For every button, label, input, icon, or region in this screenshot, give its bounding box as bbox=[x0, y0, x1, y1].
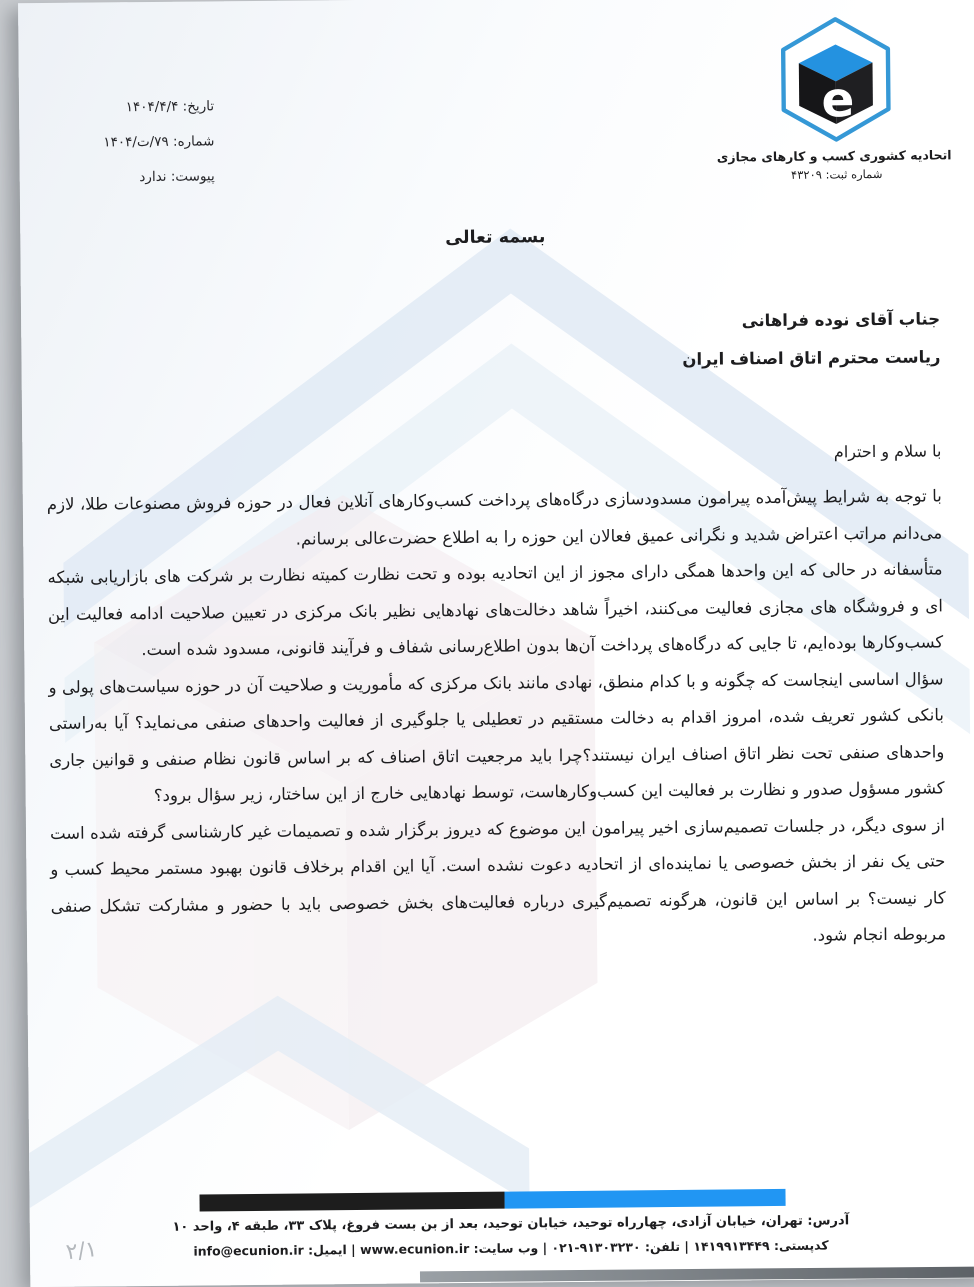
registration-number: شماره ثبت: ۴۳۲۰۹ bbox=[790, 166, 883, 182]
footer-color-bar bbox=[199, 1189, 785, 1212]
meta-attachment: پیوست: ندارد bbox=[139, 168, 215, 186]
logo-letter-e: e bbox=[821, 72, 855, 129]
recipient-block bbox=[682, 300, 941, 378]
body-paragraph: سؤال اساسی اینجاست که چگونه و با کدام منطق، نهادی مانند بانک مرکزی که مأموریت و صلاحیت آن در حوزه سیاست‌های پولی و بانکی کشور تعریف شده، امروز اقدام به دخالت مستقیم در تعطیلی یا جلوگیری از فعالیت واحدهای صنفی می‌نماید؟ آیا به‌راستی واحدهای صنفی تحت نظر اتاق اصناف ایران نیستند؟چرا باید مرجعیت اتاق اصناف که بر اساس قانون نظام صنفی و قوانین جاری کشور مسؤول صدور و نظارت بر فعالیت این کسب‌وکارهاست، توسط نهادهایی خارج از این ساختار، زیر سؤال برود؟ bbox=[48, 668, 945, 805]
bismillah-heading: بسمه تعالی bbox=[445, 227, 546, 249]
recipient-name: جناب آقای نوده فراهانی bbox=[741, 309, 941, 331]
body-paragraph: با توجه به شرایط پیش‌آمده پیرامون مسدودسازی درگاه‌های پرداخت کسب‌وکارهای آنلاین فعال در حوزه فروش مصنوعات طلا، لازم می‌دانم مراتب اعتراض شدید و نگرانی عمیق فعالان این حوزه را به اطلاع حضرت‌عالی برسانم. bbox=[46, 486, 943, 549]
letter-body bbox=[47, 478, 947, 961]
page-number: ۲/۱ bbox=[64, 1236, 99, 1266]
meta-date: تاریخ: ۱۴۰۴/۴/۴ bbox=[125, 98, 215, 116]
letterhead bbox=[716, 14, 952, 182]
footer-contact: کدپستی: ۱۴۱۹۹۱۳۴۴۹ | تلفن: ۹۱۳۰۳۲۳۰-۰۲۱ | وب سایت: www.ecunion.ir | ایمیل: info@ecunion.ir bbox=[193, 1237, 829, 1259]
body-paragraph: از سوی دیگر، در جلسات تصمیم‌سازی اخیر پیرامون این موضوع که دیروز برگزار شده و تصمیمات غیر کارشناسی گرفته شده است حتی یک نفر از بخش خصوصی یا نماینده‌ای از اتحادیه دعوت نشده است. آیا این اقدام برخلاف قانون بهبود مستمر محیط کسب و کار نیست؟ بر اساس این قانون، هرگونه تصمیم‌گیری درباره فعالیت‌های بخش خصوصی باید با حضور و مشارکت تشکل صنفی مربوطه انجام شود. bbox=[49, 814, 947, 945]
org-name: اتحادیه کشوری کسب و کارهای مجازی bbox=[716, 147, 952, 165]
union-hexagon-logo-icon bbox=[776, 15, 895, 144]
body-paragraph: متأسفانه در حالی که این واحدها همگی دارای مجوز از این اتحادیه بوده و تحت نظارت کمیته نظارت بر شرکت های بازاریابی شبکه ای و فروشگاه های مجازی فعالیت می‌کنند، اخیراً شاهد دخالت‌های نهادهایی نظیر بانک مرکزی در تعیین صلاحیت ادامه فعالیت این کسب‌وکارها بوده‌ایم، تا جایی که درگاه‌های پرداخت آن‌ها بدون اطلاع‌رسانی شفاف و فرآیند قانونی، مسدود شده است. bbox=[47, 559, 944, 660]
recipient-title: ریاست محترم اتاق اصناف ایران bbox=[682, 347, 941, 369]
letter-page bbox=[18, 0, 974, 1287]
footer-bar-black-segment bbox=[200, 1192, 505, 1212]
meta-number: شماره: ۷۹/ت/۱۴۰۴ bbox=[103, 133, 215, 151]
salutation: با سلام و احترام bbox=[833, 441, 942, 462]
footer-bar-blue-segment bbox=[504, 1189, 785, 1209]
footer-address: آدرس: تهران، خیابان آزادی، چهارراه توحید، خیابان توحید، بعد از بن بست فروغ، پلاک ۳۳، طبقه ۴، واحد ۱۰ bbox=[172, 1213, 850, 1235]
letter-meta bbox=[103, 89, 215, 195]
